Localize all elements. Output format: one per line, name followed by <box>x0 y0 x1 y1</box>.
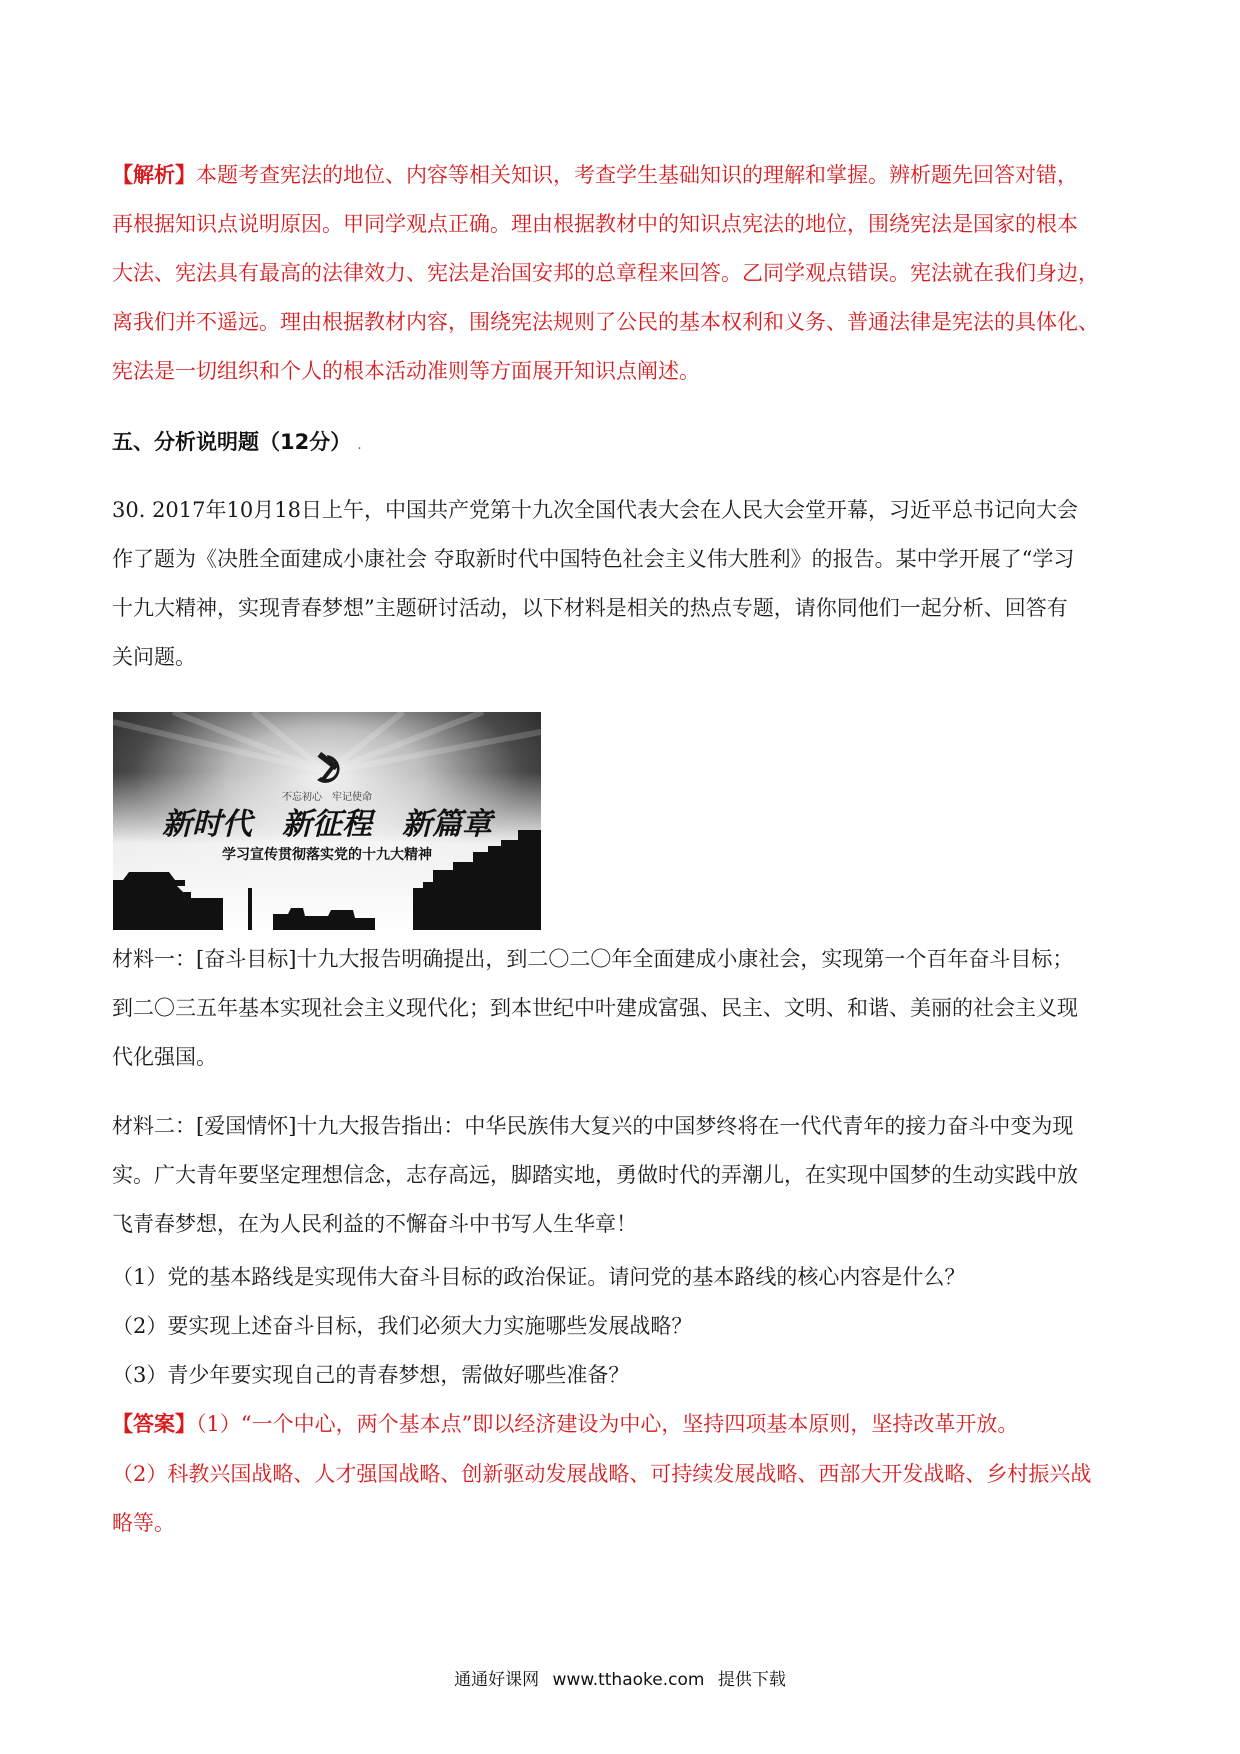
material-line: 材料二：[爱国情怀]十九大报告指出：中华民族伟大复兴的中国梦终将在一代代青年的接力奋斗中变为现 <box>112 1114 1074 1138</box>
footer-site-name: 通通好课网 <box>454 1670 540 1690</box>
page-footer <box>0 1665 1240 1690</box>
material-1-paragraph <box>112 935 1137 1082</box>
sub-question-1: （1）党的基本路线是实现伟大奋斗目标的政治保证。请问党的基本路线的核心内容是什么？ <box>112 1265 966 1289</box>
banner-slogan: 不忘初心 牢记使命 <box>282 792 372 803</box>
sub-question-3: （3）青少年要实现自己的青春梦想，需做好哪些准备？ <box>112 1363 630 1387</box>
analysis-tag: 【解析】 <box>112 162 196 187</box>
banner-graphic <box>113 712 541 930</box>
analysis-line: 离我们并不遥远。理由根据教材内容，围绕宪法规则了公民的基本权利和义务、普通法律是宪法的具体化、 <box>112 310 1099 334</box>
answer-line-1 <box>112 1404 1018 1444</box>
sub-question-2: （2）要实现上述奋斗目标，我们必须大力实施哪些发展战略？ <box>112 1314 693 1338</box>
material-line: 材料一：[奋斗目标]十九大报告明确提出，到二〇二〇年全面建成小康社会，实现第一个百年奋斗目标； <box>112 947 1074 971</box>
section-heading <box>112 422 362 465</box>
footer-note: 提供下载 <box>717 1670 786 1690</box>
question-30-stem <box>112 486 1137 682</box>
question-line: 十九大精神，实现青春梦想”主题研讨活动，以下材料是相关的热点专题，请你同他们一起分析、回答有 <box>112 596 1068 620</box>
party-congress-banner-image <box>113 712 541 930</box>
material-line: 代化强国。 <box>112 1045 217 1069</box>
question-line: 关问题。 <box>112 645 196 669</box>
banner-calligraphy: 新时代 新征程 新篇章 <box>162 807 492 842</box>
question-line: 30. 2017年10月18日上午，中国共产党第十九次全国代表大会在人民大会堂开幕，习近平总书记向大会 <box>112 498 1078 522</box>
banner-subtitle: 学习宣传贯彻落实党的十九大精神 <box>222 847 432 863</box>
analysis-line: 宪法是一切组织和个人的根本活动准则等方面展开知识点阐述。 <box>112 359 700 383</box>
answer-line: 略等。 <box>112 1511 175 1535</box>
analysis-line: 【解析】本题考查宪法的地位、内容等相关知识，考查学生基础知识的理解和掌握。辨析题先回答对错， <box>112 162 1078 187</box>
analysis-line: 大法、宪法具有最高的法律效力、宪法是治国安邦的总章程来回答。乙同学观点错误。宪法就在我们身边， <box>112 261 1099 285</box>
answer-part-2 <box>112 1450 1137 1548</box>
material-line: 到二〇三五年基本实现社会主义现代化；到本世纪中叶建成富强、民主、文明、和谐、美丽的社会主义现 <box>112 996 1078 1020</box>
answer-part-1: （1）“一个中心，两个基本点”即以经济建设为中心，坚持四项基本原则，坚持改革开放。 <box>196 1412 1019 1436</box>
answer-line: （2）科教兴国战略、人才强国战略、创新驱动发展战略、可持续发展战略、西部大开发战略、乡村振兴战 <box>112 1462 1092 1486</box>
material-2-paragraph <box>112 1102 1137 1249</box>
section-title: 五、分析说明题（12分） <box>112 430 352 454</box>
footer-url[interactable]: www.tthaoke.com <box>552 1670 705 1690</box>
section-mark: . <box>357 437 362 453</box>
analysis-line: 再根据知识点说明原因。甲同学观点正确。理由根据教材中的知识点宪法的地位，围绕宪法是国家的根本 <box>112 212 1078 236</box>
material-line: 实。广大青年要坚定理想信念，志存高远，脚踏实地，勇做时代的弄潮儿，在实现中国梦的生动实践中放 <box>112 1163 1078 1187</box>
analysis-paragraph <box>112 150 1137 396</box>
answer-tag: 【答案】 <box>112 1411 196 1436</box>
material-line: 飞青春梦想，在为人民利益的不懈奋斗中书写人生华章！ <box>112 1212 637 1236</box>
question-line: 作了题为《决胜全面建成小康社会 夺取新时代中国特色社会主义伟大胜利》的报告。某中学开展了“学习 <box>112 547 1075 571</box>
